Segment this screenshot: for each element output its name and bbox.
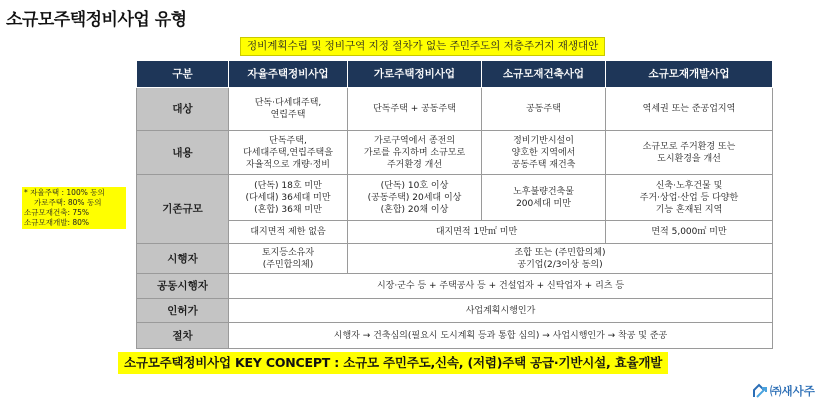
scale-autonomous	[229, 175, 348, 221]
cell-line: (다세대) 36세대 미만	[245, 192, 331, 203]
cell-line: 단독·다세대주택,	[254, 98, 322, 108]
table-row-target	[137, 88, 773, 131]
header-small-reconstruction: 소규모재건축사업	[482, 61, 606, 88]
table-row-area	[137, 221, 773, 244]
row-label-content: 내용	[137, 131, 229, 175]
header-small-redevelopment: 소규모재개발사업	[606, 61, 773, 88]
scale-redevelopment	[606, 175, 773, 221]
cell-line: 자율적으로 개량·정비	[246, 159, 330, 170]
cell-line: 주거환경 개선	[386, 159, 443, 170]
table-header-row	[137, 61, 773, 88]
company-logo	[752, 383, 815, 399]
consent-note-line: * 자율주택 : 100% 동의	[24, 188, 105, 197]
procedure-value: 시행자 → 건축심의(필요시 도시계획 등과 통합 심의) → 사업시행인가 → 착공 및 준공	[229, 323, 773, 349]
cell-line: 가로를 유지하며 소규모로	[363, 147, 466, 158]
cell-line: (혼합) 36채 미만	[254, 204, 322, 215]
cell-line: 기능 혼재된 지역	[655, 204, 723, 215]
target-autonomous	[229, 88, 348, 131]
scale-street	[348, 175, 482, 221]
row-label-operator: 시행자	[137, 244, 229, 274]
header-category: 구분	[137, 61, 229, 88]
cell-line: 200세대 미만	[516, 198, 571, 209]
cell-line: 공동주택 재건축	[511, 159, 576, 170]
row-label-scale: 기존규모	[137, 175, 229, 244]
cell-line: 공기업(2/3이상 동의)	[517, 259, 603, 270]
table-row-procedure	[137, 323, 773, 349]
row-label-co-operator: 공동시행자	[137, 274, 229, 299]
area-street-reconstruction: 대지면적 1만㎡ 미만	[348, 221, 606, 244]
permit-value: 사업계획시행인가	[229, 299, 773, 323]
cell-line: (공동주택) 20세대 이상	[367, 192, 462, 203]
row-label-target: 대상	[137, 88, 229, 131]
consent-note-line: 소규모재개발: 80%	[24, 218, 90, 227]
table-row-content	[137, 131, 773, 175]
cell-line: 단독주택 + 공동주택	[373, 104, 456, 114]
cell-line: (혼합) 20채 이상	[380, 204, 449, 215]
project-type-table	[136, 60, 773, 349]
consent-note	[22, 187, 126, 229]
cell-line: 토지등소유자	[261, 247, 315, 258]
consent-note-line: 소규모재건축: 75%	[24, 208, 90, 217]
cell-line: 도시환경을 개선	[657, 153, 721, 164]
table-row-scale	[137, 175, 773, 221]
table-row-permit	[137, 299, 773, 323]
operator-autonomous	[229, 244, 348, 274]
content-street	[348, 131, 482, 175]
cell-line: 노후불량건축물	[513, 186, 574, 197]
operator-others	[348, 244, 773, 274]
cell-line: 소규모로 주거환경 또는	[642, 141, 736, 152]
cell-line: 양호한 지역에서	[511, 147, 576, 158]
cell-line: (주민합의체)	[262, 259, 314, 270]
target-redevelopment	[606, 88, 773, 131]
cell-line: 조합 또는 (주민합의체)	[514, 247, 606, 258]
area-autonomous: 대지면적 제한 없음	[229, 221, 348, 244]
co-operator-value: 시장·군수 등 + 주택공사 등 + 건설업자 + 신탁업자 + 리츠 등	[229, 274, 773, 299]
row-label-procedure: 절차	[137, 323, 229, 349]
cell-line: 단독주택,	[269, 135, 307, 146]
cell-line: 신축·노후건물 및	[655, 180, 723, 191]
table-row-co-operator	[137, 274, 773, 299]
header-street-housing: 가로주택정비사업	[348, 61, 482, 88]
cell-line: (단독) 18호 미만	[254, 180, 322, 191]
page-title: 소규모주택정비사업 유형	[6, 10, 187, 30]
header-autonomous-housing: 자율주택정비사업	[229, 61, 348, 88]
key-concept-banner: 소규모주택정비사업 KEY CONCEPT : 소규모 주민주도,신속, (저렴)주택 공급·기반시설, 효율개발	[118, 352, 668, 374]
target-street	[348, 88, 482, 131]
subtitle-banner: 정비계획수립 및 정비구역 지정 절차가 없는 주민주도의 저층주거지 재생대안	[240, 37, 605, 56]
cell-line: 다세대주택,연립주택을	[243, 147, 333, 158]
row-label-permit: 인허가	[137, 299, 229, 323]
cell-line: 공동주택	[526, 104, 561, 114]
target-reconstruction	[482, 88, 606, 131]
content-redevelopment	[606, 131, 773, 175]
cell-line: (단독) 10호 이상	[380, 180, 449, 191]
cell-line: 가로구역에서 종전의	[373, 135, 456, 146]
content-reconstruction	[482, 131, 606, 175]
cell-line: 정비기반시설이	[513, 135, 574, 146]
cell-line: 주거·상업·산업 등 다양한	[639, 192, 739, 203]
table-row-operator	[137, 244, 773, 274]
cell-line: 연립주택	[270, 110, 306, 120]
house-arrow-logo-icon	[752, 383, 768, 399]
cell-line: 역세권 또는 준공업지역	[642, 104, 736, 114]
area-redevelopment: 면적 5,000㎡ 미만	[606, 221, 773, 244]
consent-note-line: 가로주택: 80% 동의	[34, 198, 102, 207]
content-autonomous	[229, 131, 348, 175]
logo-text: ㈜새사주	[770, 384, 815, 398]
scale-reconstruction	[482, 175, 606, 221]
